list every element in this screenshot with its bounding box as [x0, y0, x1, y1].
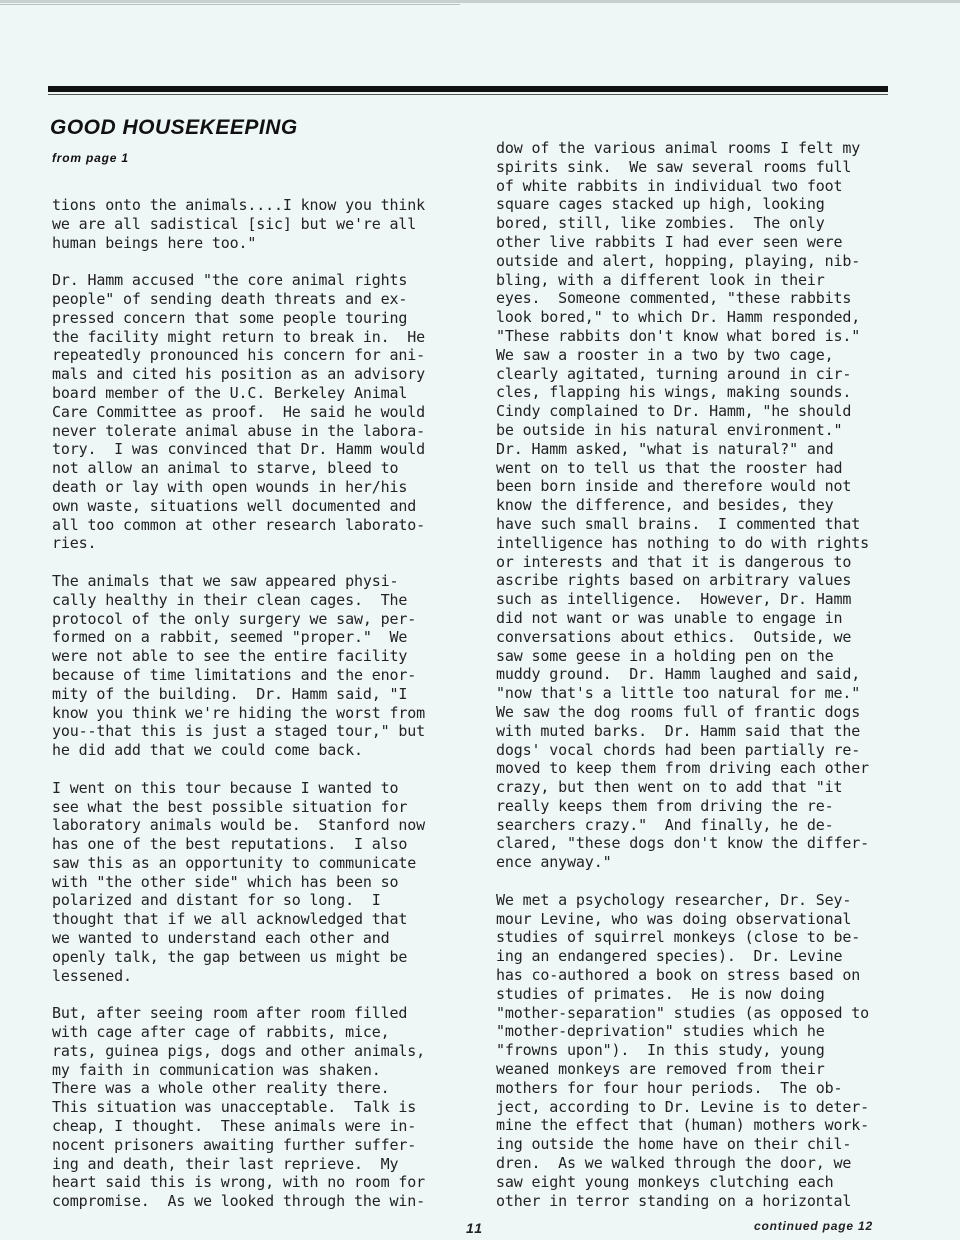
- continued-on-note: continued page 12: [754, 1219, 873, 1233]
- page-number: 11: [466, 1220, 484, 1236]
- page-top-edge-line: [0, 4, 460, 5]
- paragraph: The animals that we saw appeared physi- cally healthy in their clean cages. The protocol of the only surgery we saw, per- formed on a rabbit, seemed "proper." We were not able to see the entire facility because of time limitations and the enor- mity of the building. Dr. Hamm said, "I know you think we're hiding the worst from you--that this is just a staged tour," but he did add that we could come back.: [52, 571, 425, 760]
- header-rule-thin: [48, 94, 888, 95]
- right-column: [496, 139, 896, 1210]
- paragraph: dow of the various animal rooms I felt my spirits sink. We saw several rooms full of white rabbits in individual two foot square cages stacked up high, looking bored, still, like zombies. The only other live rabbits I had ever seen were outside and alert, hopping, playing, nib- bling, with a different look in their eyes. Someone commented, "these rabbits look bored," to which Dr. Hamm responded, "These rabbits don't know what bored is." We saw a rooster in a two by two cage, clearly agitated, turning around in cir- cles, flapping his wings, making sounds. Cindy complained to Dr. Hamm, "he should be outside in his natural environment." Dr. Hamm asked, "what is natural?" and went on to tell us that the rooster had been born inside and therefore would not know the difference, and besides, they have such small brains. I commented that intelligence has nothing to do with rights or interests and that it is dangerous to ascribe rights based on arbitrary values such as intelligence. However, Dr. Hamm did not want or was unable to engage in conversations about ethics. Outside, we saw some geese in a holding pen on the muddy ground. Dr. Hamm laughed and said, "now that's a little too natural for me." We saw the dog rooms full of frantic dogs with muted barks. Dr. Hamm said that the dogs' vocal chords had been partially re- moved to keep them from driving each other crazy, but then went on to add that "it really keeps them from driving the re- searchers crazy." And finally, he de- clared, "these dogs don't know the differ- ence anyway.": [496, 139, 869, 872]
- paragraph: Dr. Hamm accused "the core animal rights people" of sending death threats and ex- pressed concern that some people touring the facility might return to break in. He repeatedly pronounced his concern for ani- mals and cited his position as an advisory board member of the U.C. Berkeley Animal Care Committee as proof. He said he would never tolerate animal abuse in the labora- tory. I was convinced that Dr. Hamm would not allow an animal to starve, bleed to death or lay with open wounds in her/his own waste, situations well documented and all too common at other research laborato- ries.: [52, 271, 425, 553]
- left-column: [52, 196, 452, 1211]
- header-rule: [48, 86, 888, 92]
- paragraph: tions onto the animals....I know you think we are all sadistical [sic] but we're all human beings here too.": [52, 196, 425, 252]
- page-top-edge: [0, 0, 960, 3]
- paragraph: We met a psychology researcher, Dr. Sey- mour Levine, who was doing observational studies of squirrel monkeys (close to be- ing an endangered species). Dr. Levine has co-authored a book on stress based on studies of primates. He is now doing "mother-separation" studies (as opposed to "mother-deprivation" studies which he "frowns upon"). In this study, young weaned monkeys are removed from their mothers for four hour periods. The ob- ject, according to Dr. Levine is to deter- mine the effect that (human) mothers work- ing outside the home have on their chil- dren. As we walked through the door, we saw eight young monkeys clutching each other in terror standing on a horizontal: [496, 890, 869, 1210]
- paragraph: But, after seeing room after room filled with cage after cage of rabbits, mice, rats, guinea pigs, dogs and other animals, my faith in communication was shaken. There was a whole other reality there. This situation was unacceptable. Talk is cheap, I thought. These animals were in- nocent prisoners awaiting further suffer- ing and death, their last reprieve. My heart said this is wrong, with no room for compromise. As we looked through the win-: [52, 1004, 425, 1211]
- article-headline: GOOD HOUSEKEEPING: [50, 116, 298, 139]
- paragraph: I went on this tour because I wanted to see what the best possible situation for laboratory animals would be. Stanford now has one of the best reputations. I also saw this as an opportunity to communicate with "the other side" which has been so polarized and distant for so long. I thought that if we all acknowledged that we wanted to understand each other and openly talk, the gap between us might be lessened.: [52, 778, 425, 985]
- continued-from-note: from page 1: [52, 151, 129, 165]
